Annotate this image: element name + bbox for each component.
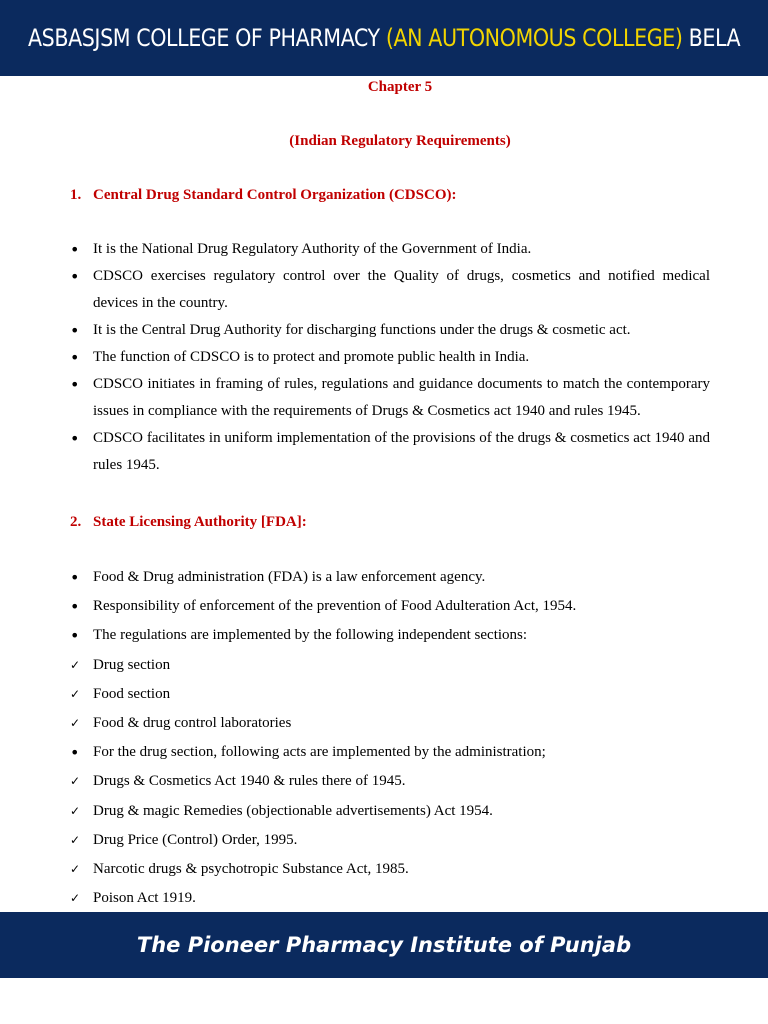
list-item: [70, 317, 710, 344]
list-item: [70, 263, 710, 317]
list-item: [70, 884, 710, 913]
list-item-text: For the drug section, following acts are implemented by the administration;: [93, 744, 546, 761]
checkmark-icon: ✓: [70, 891, 81, 906]
section-number: 2.: [70, 514, 82, 530]
list-item-text: Drug section: [93, 656, 171, 673]
checkmark-icon: ✓: [70, 716, 81, 731]
list-item-text: CDSCO initiates in framing of rules, regulations and guidance documents to match the contemporary issues in compliance with the requirements of Drugs & Cosmetics act 1940 and rules 1945.: [93, 376, 710, 419]
bullet-icon: •: [70, 375, 80, 394]
checkmark-icon: ✓: [70, 862, 81, 877]
section-number: 1.: [70, 187, 82, 203]
list-item-text: Food & drug control laboratories: [93, 715, 292, 732]
list-item-text: CDSCO exercises regulatory control over the Quality of drugs, cosmetics and notified medical devices in the country.: [93, 268, 710, 311]
section-heading-1: [70, 187, 456, 204]
list-item-text: Drug Price (Control) Order, 1995.: [93, 831, 298, 848]
footer-banner: [0, 912, 768, 978]
list-item-text: The function of CDSCO is to protect and promote public health in India.: [93, 349, 530, 365]
bullet-icon: •: [70, 743, 80, 763]
section-1-list: [70, 236, 710, 479]
bullet-icon: •: [70, 240, 80, 259]
checkmark-icon: ✓: [70, 657, 81, 672]
bullet-icon: •: [70, 321, 80, 340]
section-title: State Licensing Authority [FDA]:: [93, 514, 307, 530]
list-item: [70, 826, 710, 855]
list-item: [70, 371, 710, 425]
bullet-icon: •: [70, 626, 80, 646]
list-item-text: CDSCO facilitates in uniform implementation of the provisions of the drugs & cosmetics act 1940 and rules 1945.: [93, 430, 710, 473]
bullet-icon: •: [70, 568, 80, 587]
list-item-text: It is the Central Drug Authority for discharging functions under the drugs & cosmetic act.: [93, 322, 631, 338]
list-item-text: Drug & magic Remedies (objectionable advertisements) Act 1954.: [93, 802, 493, 819]
list-item: [70, 621, 710, 650]
institute-tagline: The Pioneer Pharmacy Institute of Punjab: [136, 933, 632, 957]
list-item: [70, 344, 710, 371]
college-name: [28, 24, 740, 52]
list-item-text: Narcotic drugs & psychotropic Substance Act, 1985.: [93, 861, 409, 878]
checkmark-icon: ✓: [70, 832, 81, 847]
list-item-text: The regulations are implemented by the following independent sections:: [93, 627, 528, 644]
checkmark-icon: ✓: [70, 774, 81, 789]
list-item: [70, 709, 710, 738]
bullet-icon: •: [70, 429, 80, 448]
list-item: [70, 767, 710, 796]
college-name-location: BELA: [688, 24, 741, 52]
list-item: [70, 651, 710, 680]
section-title: Central Drug Standard Control Organization (CDSCO):: [93, 187, 457, 203]
chapter-subtitle: (Indian Regulatory Requirements): [289, 133, 511, 149]
checkmark-icon: ✓: [70, 686, 81, 701]
section-2-list: [70, 563, 710, 913]
list-item: [70, 797, 710, 826]
list-item-text: Poison Act 1919.: [93, 890, 196, 907]
list-item-text: Food section: [93, 685, 171, 702]
list-item-text: Food & Drug administration (FDA) is a law enforcement agency.: [93, 569, 486, 585]
list-item: [70, 563, 710, 592]
section-heading-2: [70, 514, 307, 531]
chapter-title: Chapter 5: [367, 79, 433, 95]
bullet-icon: •: [70, 597, 80, 617]
college-name-highlight: (AN AUTONOMOUS COLLEGE): [385, 24, 683, 52]
list-item: [70, 236, 710, 263]
college-name-main: ASBASJSM COLLEGE OF PHARMACY: [27, 24, 380, 52]
list-item: [70, 592, 710, 621]
list-item-text: Responsibility of enforcement of the prevention of Food Adulteration Act, 1954.: [93, 598, 577, 615]
list-item: [70, 855, 710, 884]
list-item: [70, 738, 710, 767]
bullet-icon: •: [70, 267, 80, 286]
list-item: [70, 680, 710, 709]
bullet-icon: •: [70, 348, 80, 367]
checkmark-icon: ✓: [70, 803, 81, 818]
header-banner: [0, 0, 768, 76]
list-item-text: It is the National Drug Regulatory Authority of the Government of India.: [93, 241, 532, 257]
list-item-text: Drugs & Cosmetics Act 1940 & rules there of 1945.: [93, 773, 406, 790]
list-item: [70, 425, 710, 479]
